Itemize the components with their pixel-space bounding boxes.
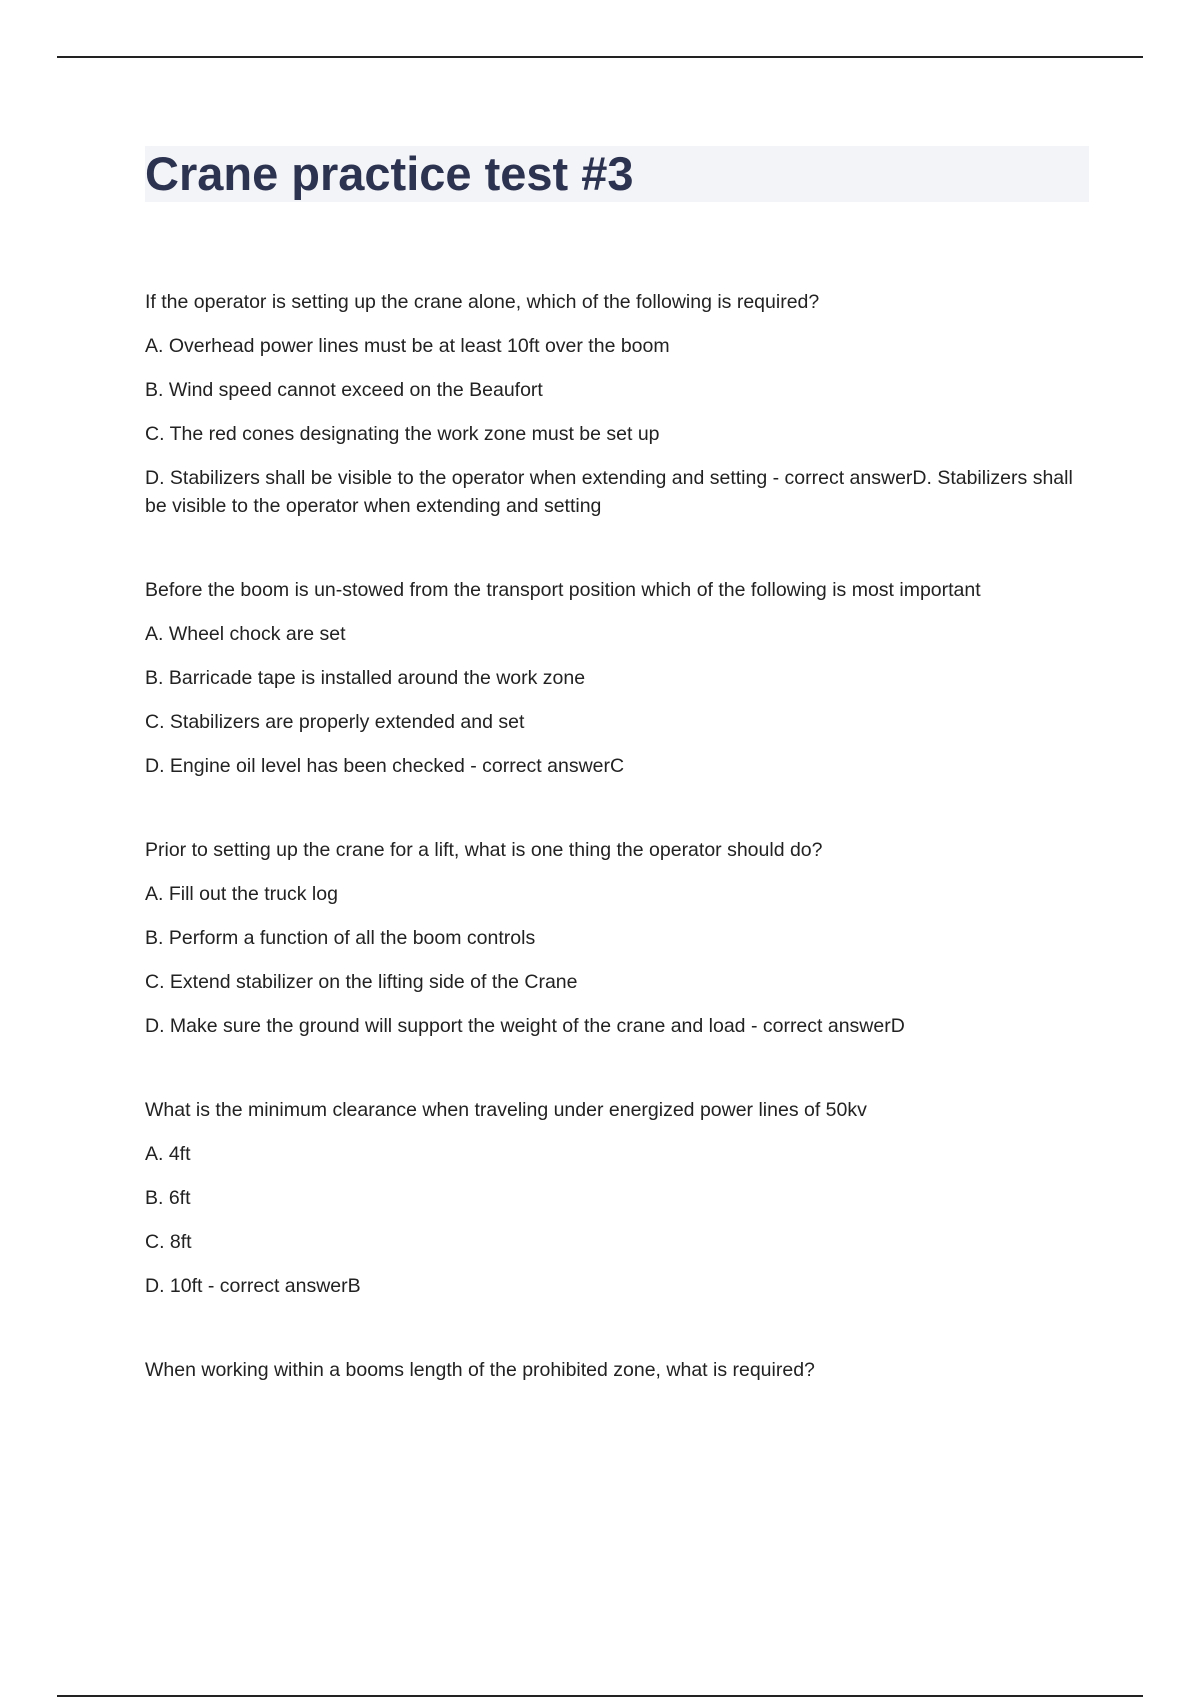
answer-option: D. 10ft - correct answerB <box>145 1275 361 1297</box>
question-text: Before the boom is un-stowed from the transport position which of the following is most important <box>145 579 981 601</box>
document-body <box>145 288 1075 1440</box>
question-block-4 <box>145 1096 1075 1300</box>
answer-option: B. 6ft <box>145 1187 191 1209</box>
answer-option: B. Perform a function of all the boom controls <box>145 927 536 949</box>
answer-option: C. Extend stabilizer on the lifting side of the Crane <box>145 971 578 993</box>
question-text: When working within a booms length of the prohibited zone, what is required? <box>145 1359 815 1381</box>
answer-option: D. Make sure the ground will support the weight of the crane and load - correct answerD <box>145 1015 905 1037</box>
answer-option: D. Engine oil level has been checked - correct answerC <box>145 755 625 777</box>
answer-option: C. Stabilizers are properly extended and set <box>145 711 525 733</box>
answer-option: A. Overhead power lines must be at least 10ft over the boom <box>145 335 670 357</box>
header-rule <box>57 56 1143 58</box>
answer-option: C. 8ft <box>145 1231 192 1253</box>
answer-option: A. Fill out the truck log <box>145 883 338 905</box>
question-text: What is the minimum clearance when traveling under energized power lines of 50kv <box>145 1099 867 1121</box>
question-block-2 <box>145 576 1075 780</box>
page-title: Crane practice test #3 <box>145 147 634 200</box>
answer-option: D. Stabilizers shall be visible to the operator when extending and setting - correct answerD. Stabilizers shall be visible to the operator when extending and setting <box>145 467 1073 517</box>
answer-option: B. Wind speed cannot exceed on the Beaufort <box>145 379 543 401</box>
question-text: If the operator is setting up the crane alone, which of the following is required? <box>145 291 820 313</box>
answer-option: A. Wheel chock are set <box>145 623 346 645</box>
footer-rule <box>57 1695 1143 1697</box>
answer-option: A. 4ft <box>145 1143 191 1165</box>
question-block-3 <box>145 836 1075 1040</box>
answer-option: C. The red cones designating the work zone must be set up <box>145 423 660 445</box>
question-block-1 <box>145 288 1075 520</box>
answer-option: B. Barricade tape is installed around the work zone <box>145 667 586 689</box>
question-block-5 <box>145 1356 1075 1384</box>
question-text: Prior to setting up the crane for a lift, what is one thing the operator should do? <box>145 839 823 861</box>
